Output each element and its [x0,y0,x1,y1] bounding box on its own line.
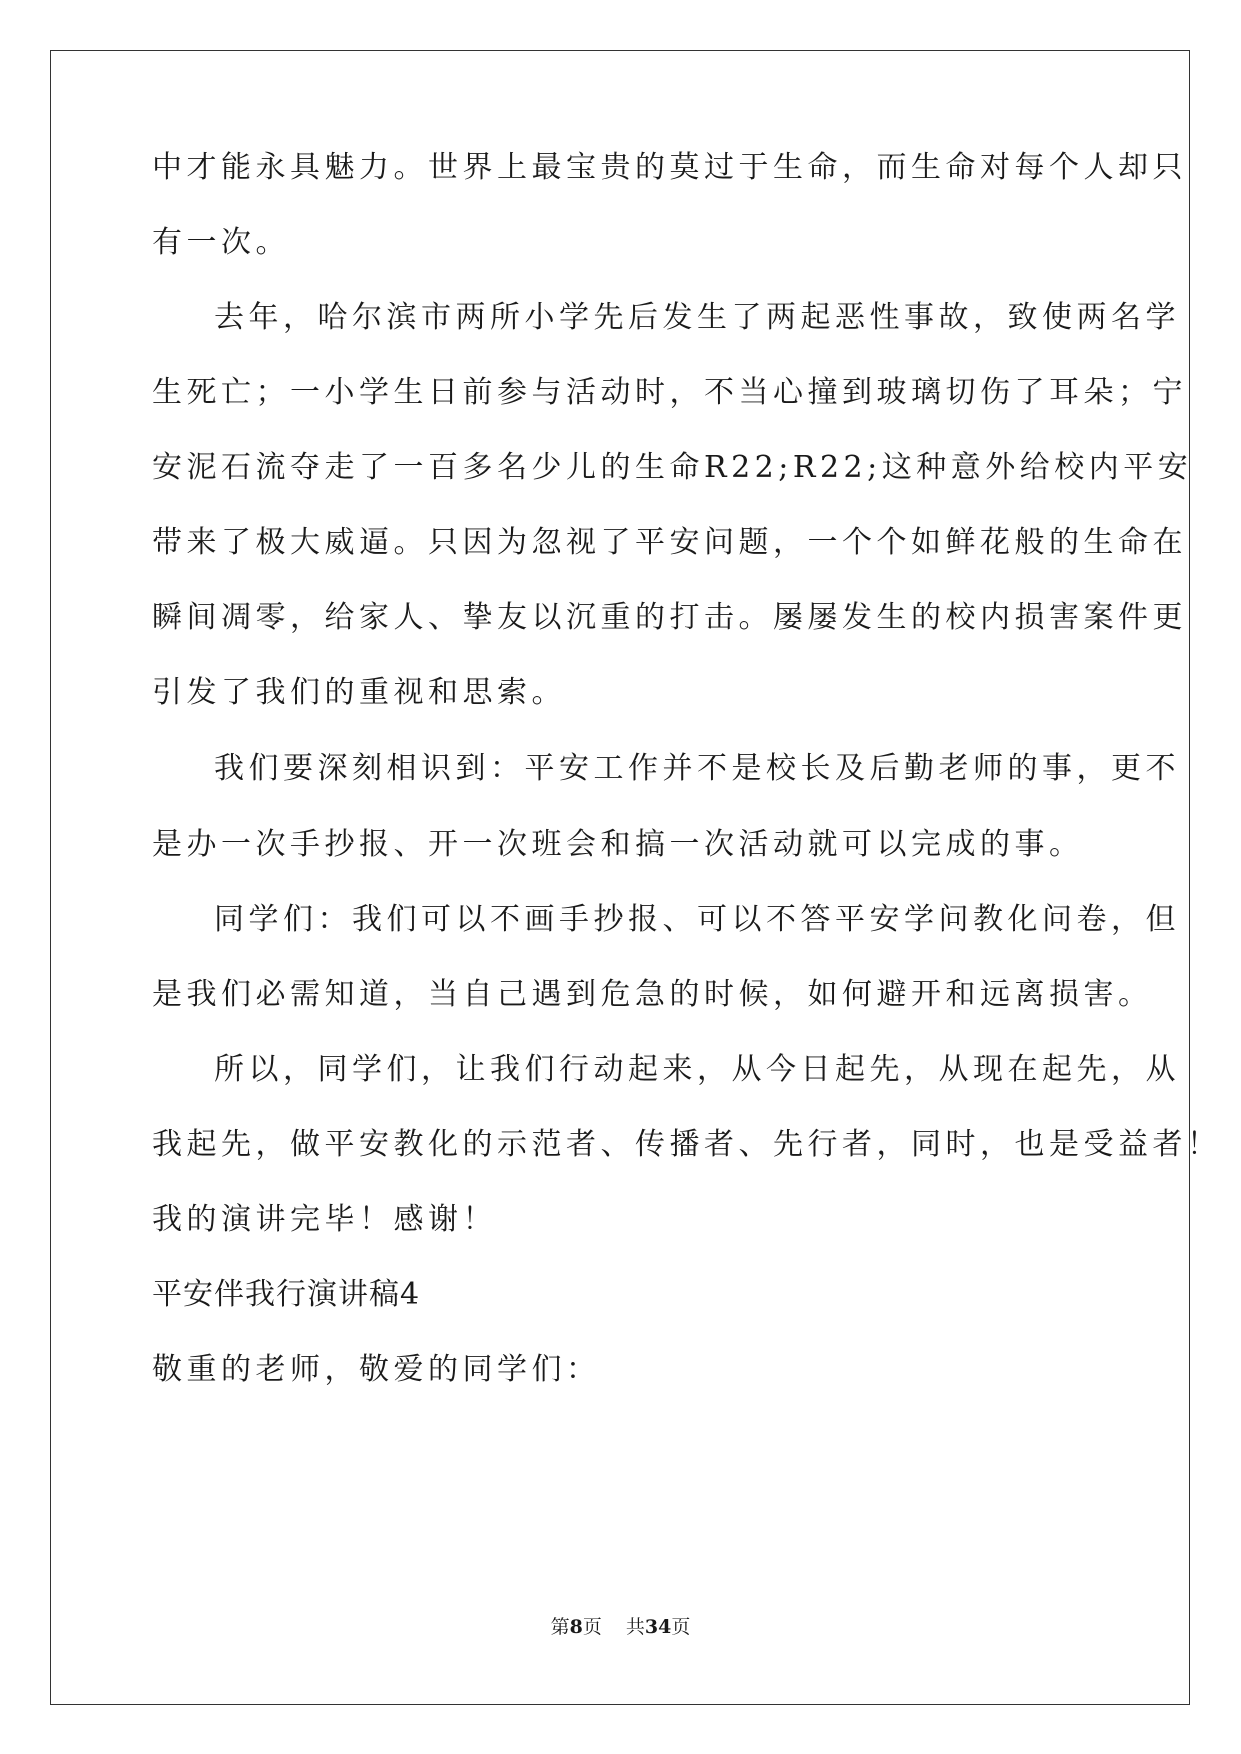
text-line-1: 中才能永具魅力。世界上最宝贵的莫过于生命，而生命对每个人却只 [152,150,1187,185]
salutation-line: 敬重的老师，敬爱的同学们： [152,1352,601,1387]
text-line-8: 引发了我们的重视和思索。 [152,675,566,710]
text-line-3: 去年，哈尔滨市两所小学先后发生了两起恶性事故，致使两名学 [214,300,1180,335]
total-pages: 34 [644,1616,672,1638]
text-line-12: 是我们必需知道，当自己遇到危急的时候，如何避开和远离损害。 [152,977,1153,1012]
text-line-7: 瞬间凋零，给家人、挚友以沉重的打击。屡屡发生的校内损害案件更 [152,600,1187,635]
page-number: 8 [569,1616,583,1638]
text-line-10: 是办一次手抄报、开一次班会和搞一次活动就可以完成的事。 [152,827,1084,862]
total-suffix: 页 [671,1616,691,1638]
text-line-11: 同学们：我们可以不画手抄报、可以不答平安学问教化问卷，但 [214,902,1180,937]
text-line-2: 有一次。 [152,225,290,260]
text-line-6: 带来了极大威逼。只因为忽视了平安问题，一个个如鲜花般的生命在 [152,525,1187,560]
page-footer [0,1615,1241,1639]
text-line-4: 生死亡；一小学生日前参与活动时，不当心撞到玻璃切伤了耳朵；宁 [152,375,1187,410]
text-line-9: 我们要深刻相识到：平安工作并不是校长及后勤老师的事，更不 [214,751,1180,786]
page-suffix: 页 [582,1616,602,1638]
text-line-15: 我的演讲完毕！感谢！ [152,1202,497,1237]
text-line-5: 安泥石流夺走了一百多名少儿的生命R22;R22;这种意外给校内平安 [152,450,1193,485]
section-heading: 平安伴我行演讲稿4 [152,1277,421,1312]
text-line-14: 我起先，做平安教化的示范者、传播者、先行者，同时，也是受益者！ [152,1127,1222,1162]
page-prefix: 第 [550,1616,570,1638]
text-line-13: 所以，同学们，让我们行动起来，从今日起先，从现在起先，从 [214,1052,1180,1087]
total-prefix: 共 [625,1616,645,1638]
